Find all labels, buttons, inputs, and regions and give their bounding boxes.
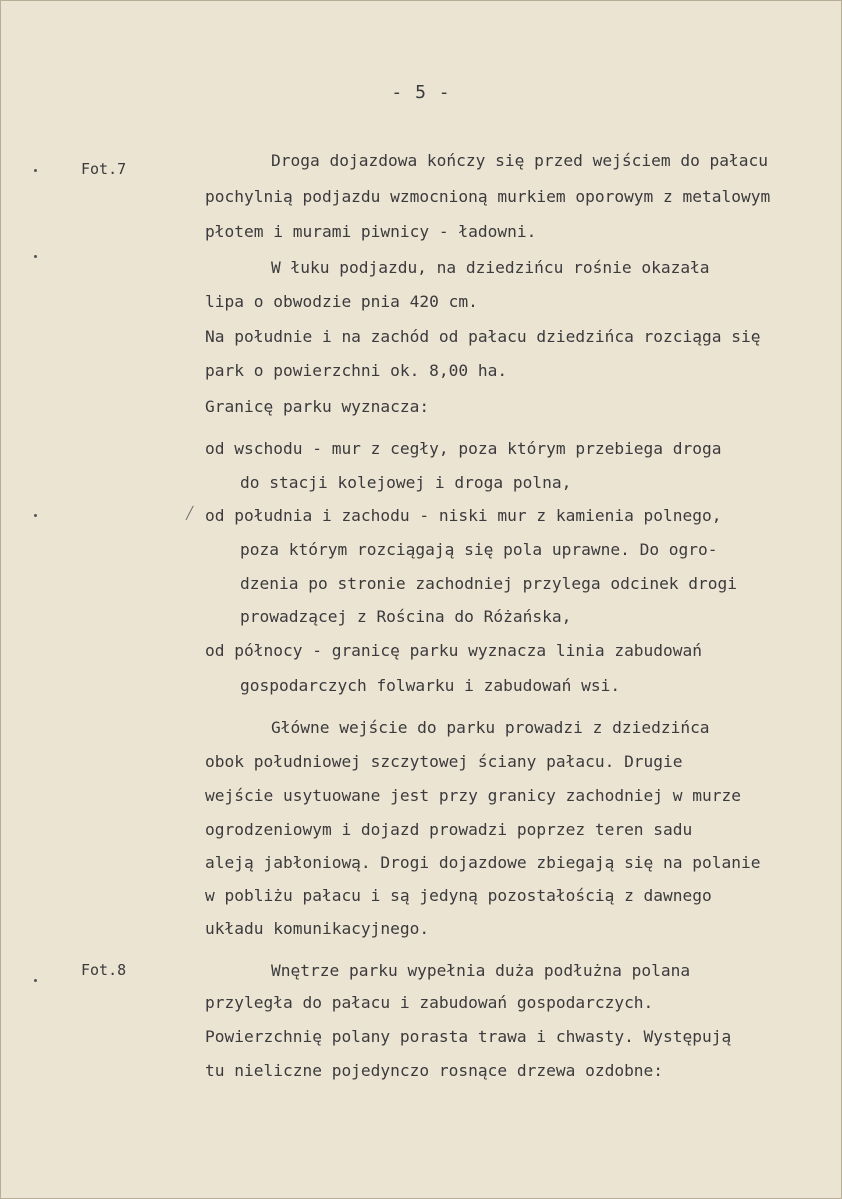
text-line: poza którym rozciągają się pola uprawne. Do ogro- [240, 540, 718, 559]
text-line: od wschodu - mur z cegły, poza którym przebiega droga [205, 439, 722, 458]
text-line: Wnętrze parku wypełnia duża podłużna polana [271, 961, 691, 980]
text-line: pochylnią podjazdu wzmocnioną murkiem oporowym z metalowym [205, 187, 771, 206]
text-line: Granicę parku wyznacza: [205, 397, 430, 416]
text-line: dzenia po stronie zachodniej przylega odcinek drogi [240, 574, 738, 593]
text-line: W łuku podjazdu, na dziedzińcu rośnie okazała [271, 258, 710, 277]
margin-dot [34, 255, 37, 258]
text-line: Główne wejście do parku prowadzi z dziedzińca [271, 718, 710, 737]
margin-dot [34, 514, 37, 517]
page-number: - 5 - [391, 82, 451, 103]
text-line: obok południowej szczytowej ściany pałacu. Drugie [205, 752, 683, 771]
text-line: Droga dojazdowa kończy się przed wejściem do pałacu [271, 151, 769, 170]
text-line: gospodarczych folwarku i zabudowań wsi. [240, 676, 621, 695]
text-line: tu nieliczne pojedynczo rosnące drzewa ozdobne: [205, 1061, 664, 1080]
text-line: od północy - granicę parku wyznacza linia zabudowań [205, 641, 703, 660]
text-line: od południa i zachodu - niski mur z kamienia polnego, [205, 506, 722, 525]
text-line: Powierzchnię polany porasta trawa i chwasty. Występują [205, 1027, 732, 1046]
margin-note-fot8: Fot.8 [81, 961, 127, 979]
text-line: do stacji kolejowej i droga polna, [240, 473, 572, 492]
text-line: płotem i murami piwnicy - ładowni. [205, 222, 537, 241]
text-line: wejście usytuowane jest przy granicy zachodniej w murze [205, 786, 742, 805]
text-line: w pobliżu pałacu i są jedyną pozostałością z dawnego [205, 886, 712, 905]
text-line: przyległa do pałacu i zabudowań gospodarczych. [205, 993, 654, 1012]
margin-dot [34, 979, 37, 982]
text-line: park o powierzchni ok. 8,00 ha. [205, 361, 508, 380]
text-line: układu komunikacyjnego. [205, 919, 430, 938]
margin-dot [34, 169, 37, 172]
text-line: prowadzącej z Rościna do Różańska, [240, 607, 572, 626]
text-line: aleją jabłoniową. Drogi dojazdowe zbiegają się na polanie [205, 853, 761, 872]
text-line: ogrodzeniowym i dojazd prowadzi poprzez teren sadu [205, 820, 693, 839]
text-line: lipa o obwodzie pnia 420 cm. [205, 292, 478, 311]
pencil-mark: ╱ [186, 506, 194, 520]
margin-note-fot7: Fot.7 [81, 160, 127, 178]
text-line: Na południe i na zachód od pałacu dziedzińca rozciąga się [205, 327, 761, 346]
